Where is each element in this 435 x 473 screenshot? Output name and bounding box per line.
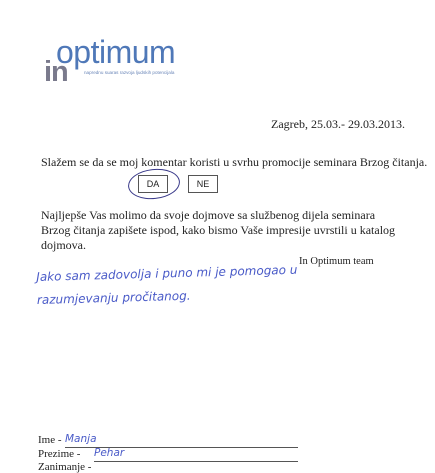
- logo-in-text: in: [44, 56, 68, 88]
- name-value: Manja: [65, 433, 97, 445]
- team-signature: In Optimum team: [299, 256, 374, 267]
- name-field[interactable]: [38, 433, 97, 446]
- no-checkbox[interactable]: NE: [188, 175, 218, 193]
- surname-field[interactable]: [38, 447, 125, 460]
- instructions-paragraph: Najljepše Vas molimo da svoje dojmove sa službenog dijela seminara Brzog čitanja zapišete ispod, kako bismo Vaše impresije uvrstili u katalog dojmova.: [41, 208, 396, 252]
- comment-line-2: razumjevanju pročitanog.: [36, 288, 191, 307]
- logo-optimum-text: optimum: [56, 34, 176, 70]
- surname-label: Prezime -: [38, 448, 81, 460]
- comment-line-1: Jako sam zadovolja i puno mi je pomogao u: [36, 262, 298, 284]
- handwritten-comment: [36, 255, 417, 312]
- logo-tagline: naprednu suaras razvoja ljudskih potencijala: [84, 70, 175, 75]
- name-label: Ime -: [38, 434, 62, 446]
- surname-value: Pehar: [94, 447, 125, 459]
- occupation-label: Zanimanje -: [38, 461, 92, 473]
- optimum-logo: [44, 34, 234, 90]
- consent-statement: Slažem se da se moj komentar koristi u svrhu promocije seminara Brzog čitanja.: [41, 155, 428, 169]
- yes-checkbox[interactable]: DA: [138, 175, 168, 193]
- date-line: Zagreb, 25.03.- 29.03.2013.: [271, 117, 405, 131]
- surname-underline: [94, 461, 298, 462]
- occupation-field[interactable]: [38, 461, 91, 473]
